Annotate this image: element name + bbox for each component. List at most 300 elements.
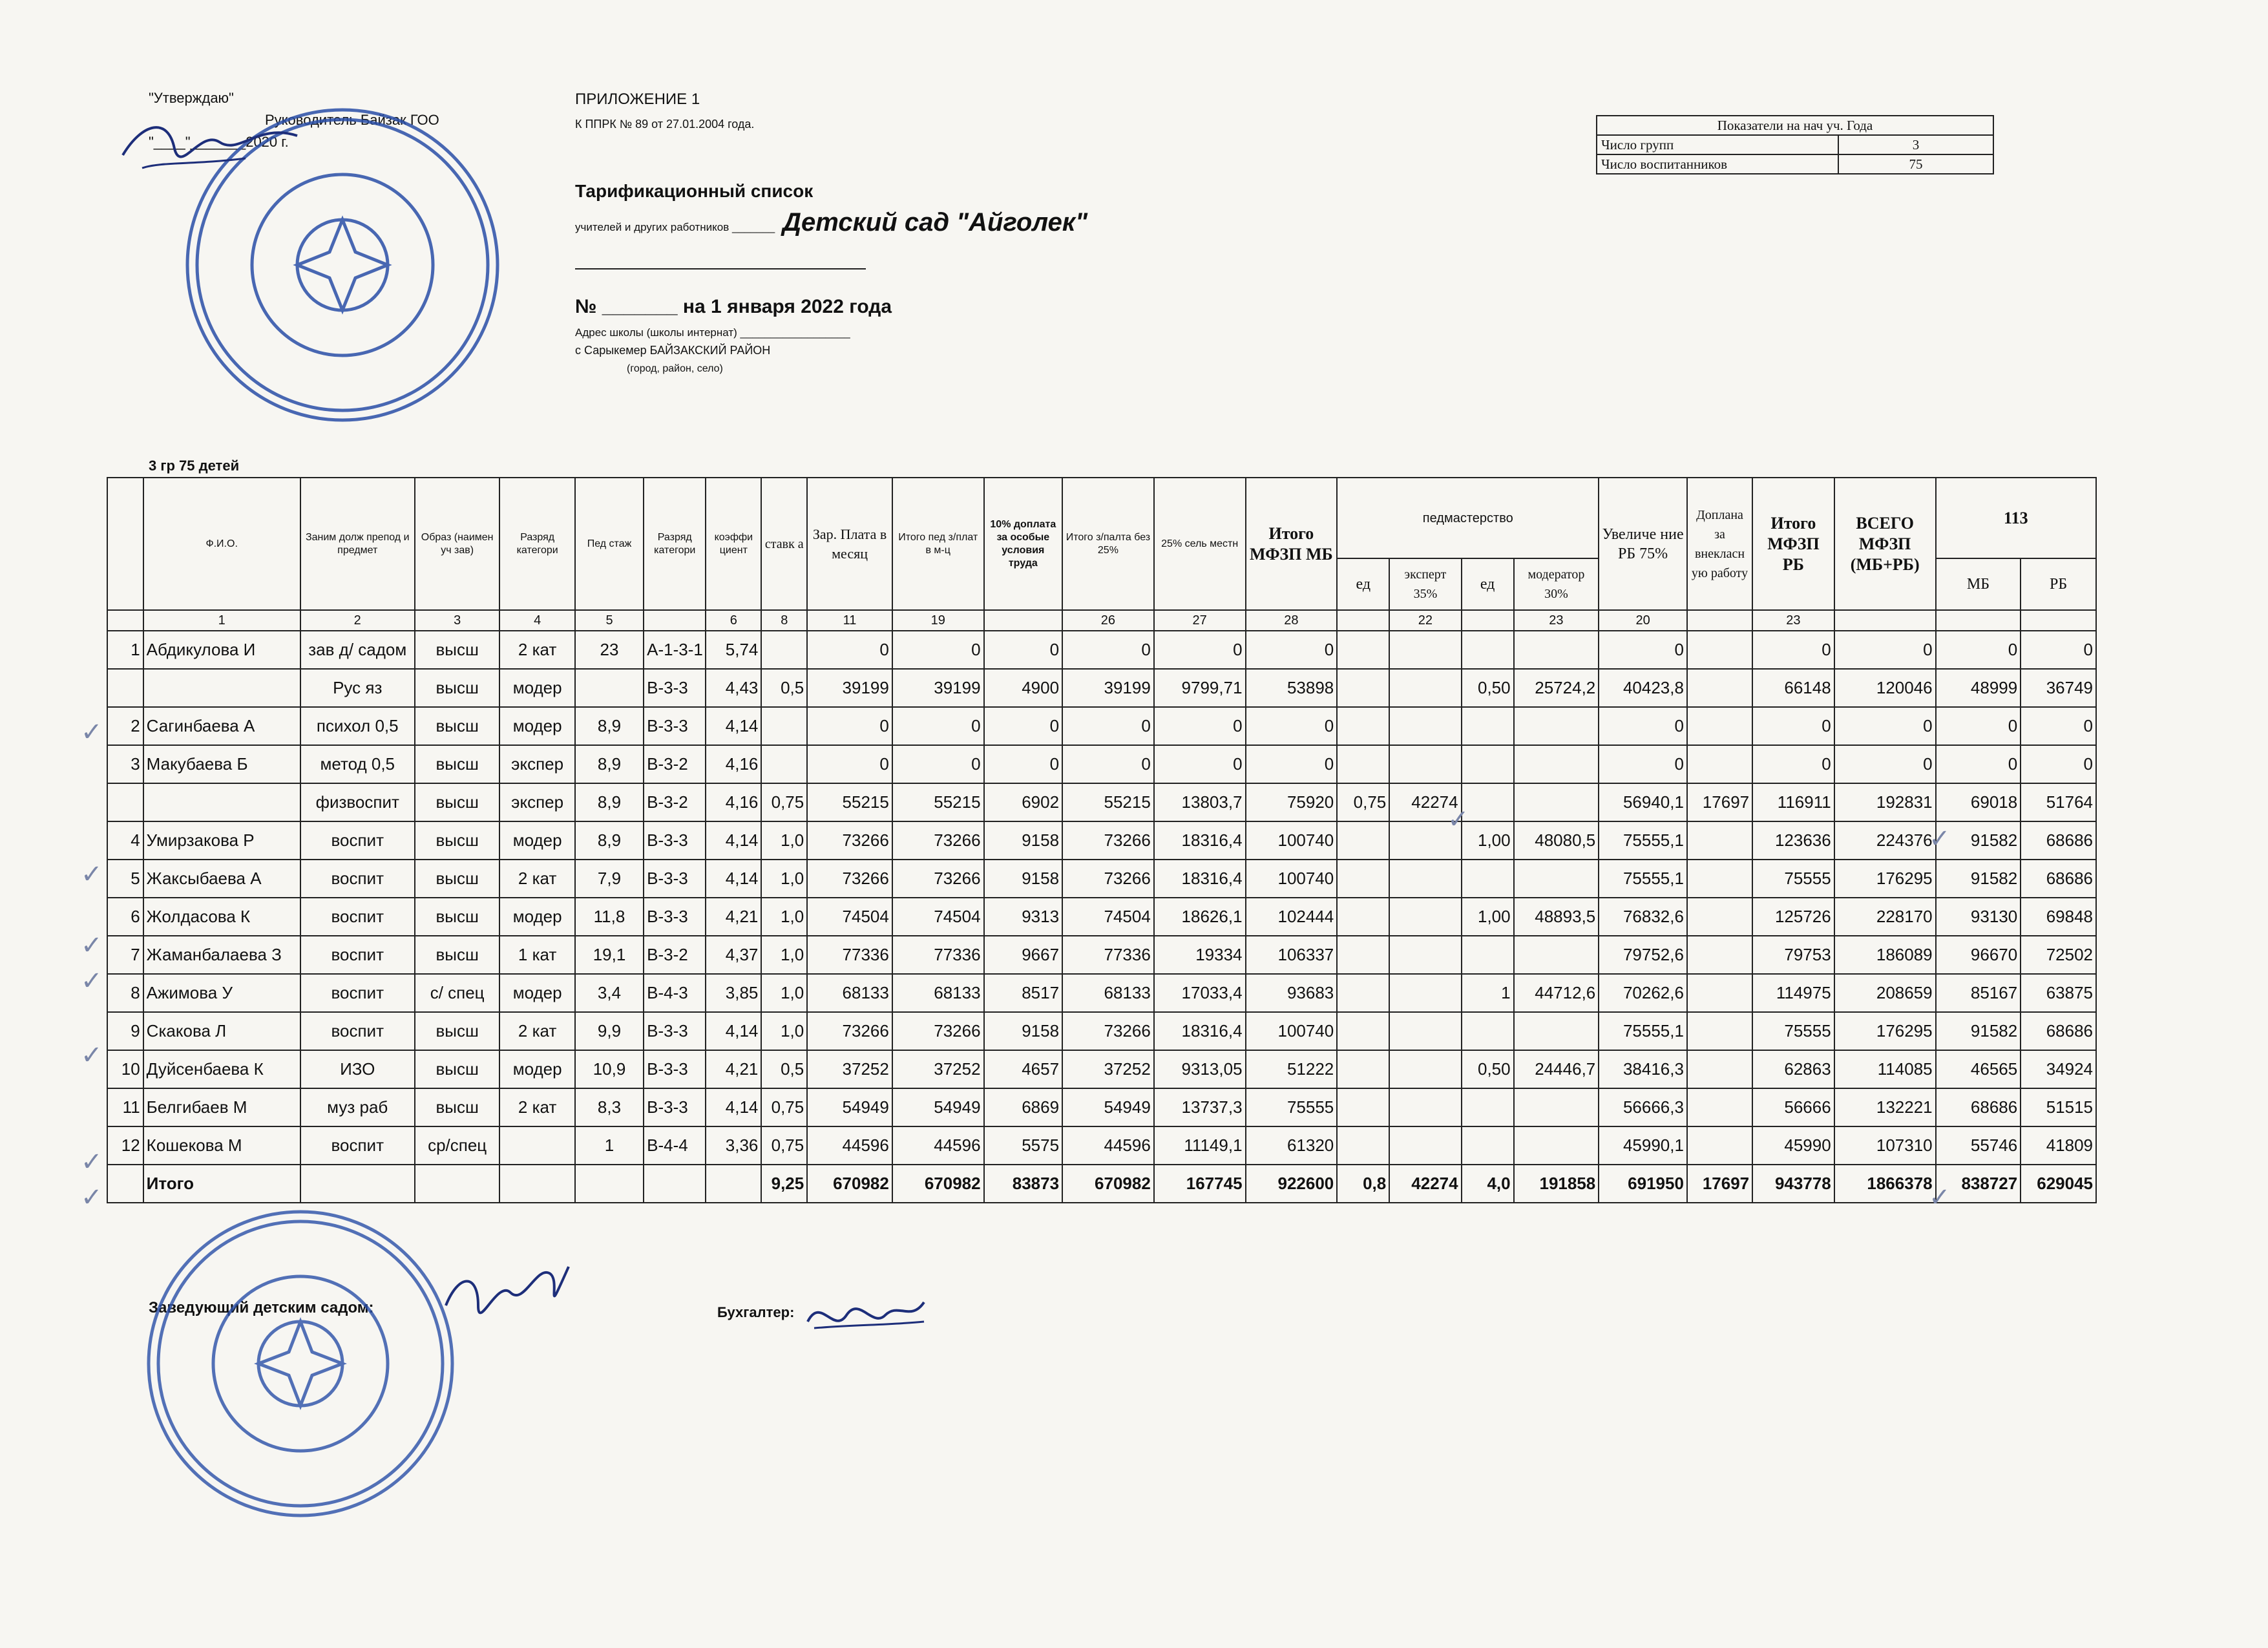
table-row xyxy=(107,783,2096,821)
experience: 8,9 xyxy=(575,707,644,745)
col-index xyxy=(107,478,143,610)
row-number: 10 xyxy=(107,1050,143,1088)
rate: 1,0 xyxy=(761,898,807,936)
subtitle-prefix: учителей и других работников _______ xyxy=(575,221,775,233)
increase-rb: 38416,3 xyxy=(1599,1050,1687,1088)
appendix-reference: К ППРК № 89 от 27.01.2004 года. xyxy=(575,118,755,131)
col-number: 8 xyxy=(761,610,807,631)
rate: 0,75 xyxy=(761,1088,807,1126)
experience: 7,9 xyxy=(575,860,644,898)
salary: 0 xyxy=(807,707,892,745)
grand-total: 208659 xyxy=(1834,974,1936,1012)
table-row xyxy=(107,1050,2096,1088)
code-mb: 69018 xyxy=(1936,783,2021,821)
code-mb: 48999 xyxy=(1936,669,2021,707)
total-mfzp-rb: 56666 xyxy=(1752,1088,1834,1126)
experience: 3,4 xyxy=(575,974,644,1012)
col-mb: МБ xyxy=(1936,558,2021,610)
code-rb: 51515 xyxy=(2021,1088,2096,1126)
col-category: Разряд категори xyxy=(499,478,574,610)
total-ped: 37252 xyxy=(892,1050,984,1088)
col-rb: РБ xyxy=(2021,558,2096,610)
rural-pay: 18316,4 xyxy=(1154,821,1246,860)
total-mfzp-mb: 75920 xyxy=(1246,783,1338,821)
position: воспит xyxy=(300,860,415,898)
code-rb: 63875 xyxy=(2021,974,2096,1012)
special-pay: 0 xyxy=(984,631,1062,669)
code-mb: 0 xyxy=(1936,631,2021,669)
col-number: 4 xyxy=(499,610,574,631)
total-ped: 0 xyxy=(892,631,984,669)
indicators-header: Показатели на нач уч. Года xyxy=(1597,116,1993,135)
check-mark-icon: ✓ xyxy=(1929,1183,1951,1212)
code-mb: 93130 xyxy=(1936,898,2021,936)
employee-name xyxy=(143,783,300,821)
grade: В-4-4 xyxy=(644,1126,706,1165)
coefficient: 3,85 xyxy=(706,974,761,1012)
expert-units xyxy=(1337,1012,1389,1050)
total-crb: 629045 xyxy=(2021,1165,2096,1203)
code-mb: 68686 xyxy=(1936,1088,2021,1126)
total-mfzp-rb: 75555 xyxy=(1752,1012,1834,1050)
total-mfzp-rb: 79753 xyxy=(1752,936,1834,974)
expert-pay xyxy=(1389,1088,1461,1126)
col-total-no25: Итого з/палта без 25% xyxy=(1062,478,1154,610)
expert-units xyxy=(1337,1050,1389,1088)
code-mb: 46565 xyxy=(1936,1050,2021,1088)
row-number: 4 xyxy=(107,821,143,860)
rural-pay: 13737,3 xyxy=(1154,1088,1246,1126)
employee-name: Абдикулова И xyxy=(143,631,300,669)
total-mfzp-mb: 51222 xyxy=(1246,1050,1338,1088)
category: 2 кат xyxy=(499,1012,574,1050)
col-increase-rb: Увеличе ние РБ 75% xyxy=(1599,478,1687,610)
moderator-units: 1,00 xyxy=(1462,821,1514,860)
rural-pay: 9313,05 xyxy=(1154,1050,1246,1088)
total-extra: 17697 xyxy=(1687,1165,1752,1203)
code-rb: 68686 xyxy=(2021,1012,2096,1050)
table-row xyxy=(107,745,2096,783)
col-number: 6 xyxy=(706,610,761,631)
employee-name: Жолдасова К xyxy=(143,898,300,936)
moderator-pay xyxy=(1514,936,1599,974)
category xyxy=(499,1126,574,1165)
col-grade: Разряд категори xyxy=(644,478,706,610)
total-inc: 691950 xyxy=(1599,1165,1687,1203)
moderator-pay: 25724,2 xyxy=(1514,669,1599,707)
table-row xyxy=(107,936,2096,974)
expert-units xyxy=(1337,1088,1389,1126)
location-hint: (город, район, село) xyxy=(627,363,723,374)
tariff-table xyxy=(107,477,2097,1203)
rural-pay: 13803,7 xyxy=(1154,783,1246,821)
total-no25: 73266 xyxy=(1062,860,1154,898)
total-ped: 74504 xyxy=(892,898,984,936)
table-row xyxy=(107,974,2096,1012)
code-mb: 96670 xyxy=(1936,936,2021,974)
code-mb: 91582 xyxy=(1936,821,2021,860)
total-tped: 670982 xyxy=(892,1165,984,1203)
category: 2 кат xyxy=(499,631,574,669)
total-mfzp-mb: 93683 xyxy=(1246,974,1338,1012)
special-pay: 8517 xyxy=(984,974,1062,1012)
col-experience: Пед стаж xyxy=(575,478,644,610)
employee-name: Ажимова У xyxy=(143,974,300,1012)
rural-pay: 17033,4 xyxy=(1154,974,1246,1012)
col-position: Заним долж препод и предмет xyxy=(300,478,415,610)
total-mfzp-rb: 0 xyxy=(1752,631,1834,669)
row-number: 1 xyxy=(107,631,143,669)
special-pay: 9158 xyxy=(984,821,1062,860)
category: 2 кат xyxy=(499,1088,574,1126)
extra-work xyxy=(1687,745,1752,783)
total-no25: 54949 xyxy=(1062,1088,1154,1126)
total-no25: 77336 xyxy=(1062,936,1154,974)
total-mfzp-mb: 100740 xyxy=(1246,821,1338,860)
expert-units xyxy=(1337,707,1389,745)
expert-pay xyxy=(1389,936,1461,974)
coefficient: 4,16 xyxy=(706,745,761,783)
total-no25: 0 xyxy=(1062,631,1154,669)
coefficient: 4,14 xyxy=(706,860,761,898)
total-label: Итого xyxy=(143,1165,300,1203)
expert-units xyxy=(1337,1126,1389,1165)
col-salary: Зар. Плата в месяц xyxy=(807,478,892,610)
employee-name: Белгибаев М xyxy=(143,1088,300,1126)
extra-work: 17697 xyxy=(1687,783,1752,821)
col-number: 23 xyxy=(1752,610,1834,631)
category: экспер xyxy=(499,783,574,821)
employee-name: Жаманбалаева З xyxy=(143,936,300,974)
col-extra-work: Доплана за внекласн ую работу xyxy=(1687,478,1752,610)
row-number: 11 xyxy=(107,1088,143,1126)
employee-name: Макубаева Б xyxy=(143,745,300,783)
column-number-row xyxy=(107,610,2096,631)
col-number: 28 xyxy=(1246,610,1338,631)
experience: 23 xyxy=(575,631,644,669)
coefficient: 4,21 xyxy=(706,1050,761,1088)
expert-units xyxy=(1337,745,1389,783)
grand-total: 120046 xyxy=(1834,669,1936,707)
salary: 73266 xyxy=(807,821,892,860)
expert-units xyxy=(1337,821,1389,860)
grand-total: 107310 xyxy=(1834,1126,1936,1165)
grade: В-3-3 xyxy=(644,821,706,860)
signature-accountant xyxy=(801,1289,930,1341)
total-mfzp-rb: 0 xyxy=(1752,745,1834,783)
rate: 0,75 xyxy=(761,1126,807,1165)
expert-units xyxy=(1337,669,1389,707)
code-rb: 0 xyxy=(2021,745,2096,783)
col-grand-total: ВСЕГО МФЗП (МБ+РБ) xyxy=(1834,478,1936,610)
total-rate: 9,25 xyxy=(761,1165,807,1203)
expert-pay xyxy=(1389,974,1461,1012)
official-stamp-bottom xyxy=(139,1202,462,1525)
moderator-units xyxy=(1462,707,1514,745)
check-mark-icon: ✓ xyxy=(81,1183,103,1212)
appendix-title: ПРИЛОЖЕНИЕ 1 xyxy=(575,90,700,108)
code-mb: 91582 xyxy=(1936,860,2021,898)
code-rb: 68686 xyxy=(2021,860,2096,898)
salary: 54949 xyxy=(807,1088,892,1126)
indicator-value: 75 xyxy=(1838,154,1993,174)
signature-approval xyxy=(116,110,310,181)
employee-name: Кошекова М xyxy=(143,1126,300,1165)
col-total-ped: Итого пед з/плат в м-ц xyxy=(892,478,984,610)
salary: 37252 xyxy=(807,1050,892,1088)
coefficient: 4,37 xyxy=(706,936,761,974)
grade: В-3-3 xyxy=(644,1088,706,1126)
grand-total: 0 xyxy=(1834,745,1936,783)
total-no25: 73266 xyxy=(1062,1012,1154,1050)
rate: 1,0 xyxy=(761,974,807,1012)
indicators-table xyxy=(1596,115,1994,174)
code-rb: 51764 xyxy=(2021,783,2096,821)
rural-pay: 0 xyxy=(1154,707,1246,745)
category: модер xyxy=(499,898,574,936)
position: зав д/ садом xyxy=(300,631,415,669)
extra-work xyxy=(1687,821,1752,860)
education: высш xyxy=(415,669,500,707)
extra-work xyxy=(1687,1088,1752,1126)
experience: 8,3 xyxy=(575,1088,644,1126)
salary: 73266 xyxy=(807,1012,892,1050)
total-mod: 191858 xyxy=(1514,1165,1599,1203)
col-pedmaster: педмастерство xyxy=(1337,478,1599,558)
expert-pay: 42274 xyxy=(1389,783,1461,821)
moderator-pay xyxy=(1514,707,1599,745)
special-pay: 6869 xyxy=(984,1088,1062,1126)
expert-pay xyxy=(1389,1126,1461,1165)
total-mb: 922600 xyxy=(1246,1165,1338,1203)
rural-pay: 18316,4 xyxy=(1154,1012,1246,1050)
category: 1 кат xyxy=(499,936,574,974)
grade: В-4-3 xyxy=(644,974,706,1012)
col-rate: ставк а xyxy=(761,478,807,610)
special-pay: 0 xyxy=(984,745,1062,783)
moderator-units xyxy=(1462,783,1514,821)
moderator-units xyxy=(1462,860,1514,898)
grade: В-3-3 xyxy=(644,1012,706,1050)
moderator-units xyxy=(1462,936,1514,974)
grand-total: 0 xyxy=(1834,631,1936,669)
total-mfzp-mb: 53898 xyxy=(1246,669,1338,707)
check-mark-icon: ✓ xyxy=(81,1147,103,1177)
coefficient: 5,74 xyxy=(706,631,761,669)
education: высш xyxy=(415,898,500,936)
col-moderator: модератор 30% xyxy=(1514,558,1599,610)
position: метод 0,5 xyxy=(300,745,415,783)
approval-date: "____"_______2020 г. xyxy=(149,134,289,150)
code-rb: 36749 xyxy=(2021,669,2096,707)
grand-total: 224376 xyxy=(1834,821,1936,860)
increase-rb: 76832,6 xyxy=(1599,898,1687,936)
total-ped: 0 xyxy=(892,707,984,745)
moderator-pay xyxy=(1514,783,1599,821)
total-mfzp-rb: 0 xyxy=(1752,707,1834,745)
grand-total: 114085 xyxy=(1834,1050,1936,1088)
code-rb: 0 xyxy=(2021,707,2096,745)
education: высш xyxy=(415,1012,500,1050)
grand-total: 176295 xyxy=(1834,860,1936,898)
employee-name: Жаксыбаева А xyxy=(143,860,300,898)
check-mark-icon: ✓ xyxy=(1929,824,1951,854)
special-pay: 9313 xyxy=(984,898,1062,936)
grand-total: 186089 xyxy=(1834,936,1936,974)
expert-pay xyxy=(1389,860,1461,898)
total-mfzp-mb: 0 xyxy=(1246,631,1338,669)
education: высш xyxy=(415,707,500,745)
col-number: 5 xyxy=(575,610,644,631)
extra-work xyxy=(1687,974,1752,1012)
expert-pay xyxy=(1389,1012,1461,1050)
expert-units xyxy=(1337,936,1389,974)
category: модер xyxy=(499,974,574,1012)
moderator-pay xyxy=(1514,631,1599,669)
row-number: 6 xyxy=(107,898,143,936)
code-rb: 69848 xyxy=(2021,898,2096,936)
row-number: 9 xyxy=(107,1012,143,1050)
expert-units xyxy=(1337,974,1389,1012)
salary: 0 xyxy=(807,631,892,669)
category: экспер xyxy=(499,745,574,783)
position: психол 0,5 xyxy=(300,707,415,745)
total-mfzp-mb: 61320 xyxy=(1246,1126,1338,1165)
special-pay: 6902 xyxy=(984,783,1062,821)
salary: 0 xyxy=(807,745,892,783)
position: муз раб xyxy=(300,1088,415,1126)
code-mb: 0 xyxy=(1936,707,2021,745)
table-row xyxy=(107,631,2096,669)
moderator-pay xyxy=(1514,745,1599,783)
extra-work xyxy=(1687,707,1752,745)
grade: В-3-2 xyxy=(644,936,706,974)
code-mb: 0 xyxy=(1936,745,2021,783)
increase-rb: 0 xyxy=(1599,631,1687,669)
row-number: 3 xyxy=(107,745,143,783)
position: физвоспит xyxy=(300,783,415,821)
expert-pay xyxy=(1389,669,1461,707)
total-ed2: 4,0 xyxy=(1462,1165,1514,1203)
total-mfzp-rb: 114975 xyxy=(1752,974,1834,1012)
special-pay: 9158 xyxy=(984,1012,1062,1050)
rural-pay: 9799,71 xyxy=(1154,669,1246,707)
total-no25: 39199 xyxy=(1062,669,1154,707)
total-ped: 73266 xyxy=(892,1012,984,1050)
appendix-block xyxy=(575,87,754,136)
coefficient: 4,14 xyxy=(706,707,761,745)
col-number: 27 xyxy=(1154,610,1246,631)
check-mark-icon: ✓ xyxy=(81,717,103,747)
code-mb: 85167 xyxy=(1936,974,2021,1012)
salary: 77336 xyxy=(807,936,892,974)
check-mark-icon: ✓ xyxy=(81,860,103,889)
total-mfzp-mb: 106337 xyxy=(1246,936,1338,974)
increase-rb: 75555,1 xyxy=(1599,821,1687,860)
total-no25: 44596 xyxy=(1062,1126,1154,1165)
coefficient: 4,43 xyxy=(706,669,761,707)
extra-work xyxy=(1687,1050,1752,1088)
row-number: 7 xyxy=(107,936,143,974)
category: модер xyxy=(499,707,574,745)
table-row xyxy=(107,1126,2096,1165)
col-total-mfzp-mb: Итого МФЗП МБ xyxy=(1246,478,1338,610)
special-pay: 4900 xyxy=(984,669,1062,707)
extra-work xyxy=(1687,898,1752,936)
code-mb: 55746 xyxy=(1936,1126,2021,1165)
approval-signer: Руководитель Байзак ГОО xyxy=(265,112,439,128)
col-number: 3 xyxy=(415,610,500,631)
experience: 1 xyxy=(575,1126,644,1165)
grade: В-3-2 xyxy=(644,745,706,783)
indicator-label: Число воспитанников xyxy=(1597,154,1838,174)
moderator-pay: 48080,5 xyxy=(1514,821,1599,860)
code-rb: 34924 xyxy=(2021,1050,2096,1088)
grade: В-3-3 xyxy=(644,860,706,898)
code-rb: 72502 xyxy=(2021,936,2096,974)
increase-rb: 45990,1 xyxy=(1599,1126,1687,1165)
row-number xyxy=(107,669,143,707)
position: воспит xyxy=(300,821,415,860)
moderator-units xyxy=(1462,1088,1514,1126)
row-number: 2 xyxy=(107,707,143,745)
col-number: 22 xyxy=(1389,610,1461,631)
grand-total: 176295 xyxy=(1834,1012,1936,1050)
total-salary: 670982 xyxy=(807,1165,892,1203)
experience: 9,9 xyxy=(575,1012,644,1050)
table-row xyxy=(107,898,2096,936)
rural-pay: 0 xyxy=(1154,745,1246,783)
total-mfzp-mb: 102444 xyxy=(1246,898,1338,936)
rate xyxy=(761,745,807,783)
moderator-pay xyxy=(1514,1126,1599,1165)
total-mfzp-mb: 100740 xyxy=(1246,860,1338,898)
check-mark-icon: ✓ xyxy=(81,966,103,996)
position: воспит xyxy=(300,898,415,936)
col-fio: Ф.И.О. xyxy=(143,478,300,610)
education: высш xyxy=(415,631,500,669)
total-no25: 55215 xyxy=(1062,783,1154,821)
rural-pay: 18626,1 xyxy=(1154,898,1246,936)
employee-name: Умирзакова Р xyxy=(143,821,300,860)
extra-work xyxy=(1687,936,1752,974)
increase-rb: 0 xyxy=(1599,745,1687,783)
code-rb: 41809 xyxy=(2021,1126,2096,1165)
col-number: 23 xyxy=(1514,610,1599,631)
rate: 1,0 xyxy=(761,860,807,898)
total-ped: 44596 xyxy=(892,1126,984,1165)
rate: 0,5 xyxy=(761,669,807,707)
grade: В-3-2 xyxy=(644,783,706,821)
table-row xyxy=(107,860,2096,898)
moderator-units: 1 xyxy=(1462,974,1514,1012)
total-no25: 37252 xyxy=(1062,1050,1154,1088)
total-ped: 73266 xyxy=(892,860,984,898)
check-mark-icon: ✓ xyxy=(81,931,103,960)
total-ex: 42274 xyxy=(1389,1165,1461,1203)
extra-work xyxy=(1687,860,1752,898)
total-ped: 73266 xyxy=(892,821,984,860)
salary: 55215 xyxy=(807,783,892,821)
total-mfzp-mb: 0 xyxy=(1246,707,1338,745)
education: ср/спец xyxy=(415,1126,500,1165)
table-row xyxy=(107,1012,2096,1050)
position: воспит xyxy=(300,974,415,1012)
rate: 0,75 xyxy=(761,783,807,821)
education: высш xyxy=(415,1050,500,1088)
moderator-units: 0,50 xyxy=(1462,1050,1514,1088)
code-rb: 0 xyxy=(2021,631,2096,669)
